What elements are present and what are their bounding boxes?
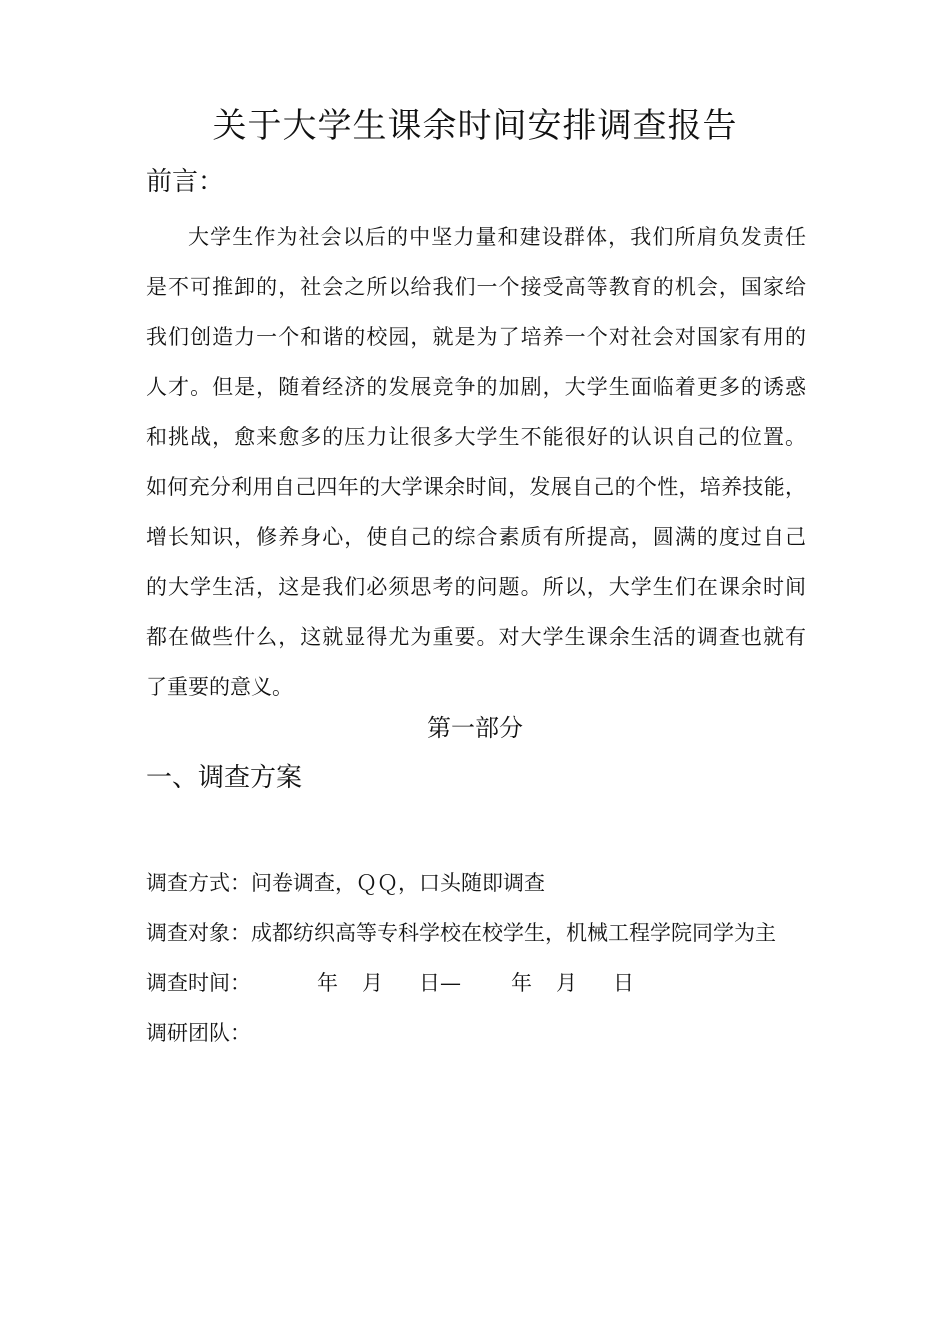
survey-target: 调查对象：成都纺织高等专科学校在校学生，机械工程学院同学为主	[146, 921, 776, 945]
paragraph-line: 都在做些什么，这就显得尤为重要。对大学生课余生活的调查也就有	[146, 625, 806, 649]
paragraph-line: 如何充分利用自己四年的大学课余时间，发展自己的个性，培养技能，	[146, 475, 806, 499]
survey-method: 调查方式：问卷调查，ＱＱ，口头随即调查	[146, 871, 545, 895]
date-month: 月	[556, 971, 577, 995]
survey-info-list	[146, 862, 806, 1062]
plan-heading: 一、调查方案	[146, 763, 303, 793]
paragraph-line: 大学生作为社会以后的中坚力量和建设群体，我们所肩负发责任	[188, 225, 806, 249]
paragraph-line: 了重要的意义。	[146, 675, 293, 699]
paragraph-line: 人才。但是，随着经济的发展竞争的加剧，大学生面临着更多的诱惑	[146, 375, 806, 399]
preface-paragraph	[146, 212, 806, 712]
date-day: 日—	[419, 971, 461, 995]
preface-label: 前言：	[146, 167, 225, 197]
date-year: 年	[317, 971, 338, 995]
page-title: 关于大学生课余时间安排调查报告	[212, 106, 738, 146]
paragraph-line: 的大学生活，这是我们必须思考的问题。所以，大学生们在课余时间	[146, 575, 806, 599]
part-title: 第一部分	[427, 714, 523, 742]
paragraph-line: 我们创造力一个和谐的校园，就是为了培养一个对社会对国家有用的	[146, 325, 806, 349]
survey-time	[146, 962, 806, 1012]
survey-team: 调研团队：	[146, 1021, 251, 1045]
paragraph-line: 和挑战，愈来愈多的压力让很多大学生不能很好的认识自己的位置。	[146, 425, 806, 449]
paragraph-line: 增长知识，修养身心，使自己的综合素质有所提高，圆满的度过自己	[146, 525, 806, 549]
date-year: 年	[511, 971, 532, 995]
survey-time-label: 调查时间：	[146, 971, 251, 995]
date-day: 日	[613, 971, 634, 995]
date-month: 月	[362, 971, 383, 995]
paragraph-line: 是不可推卸的，社会之所以给我们一个接受高等教育的机会，国家给	[146, 275, 806, 299]
